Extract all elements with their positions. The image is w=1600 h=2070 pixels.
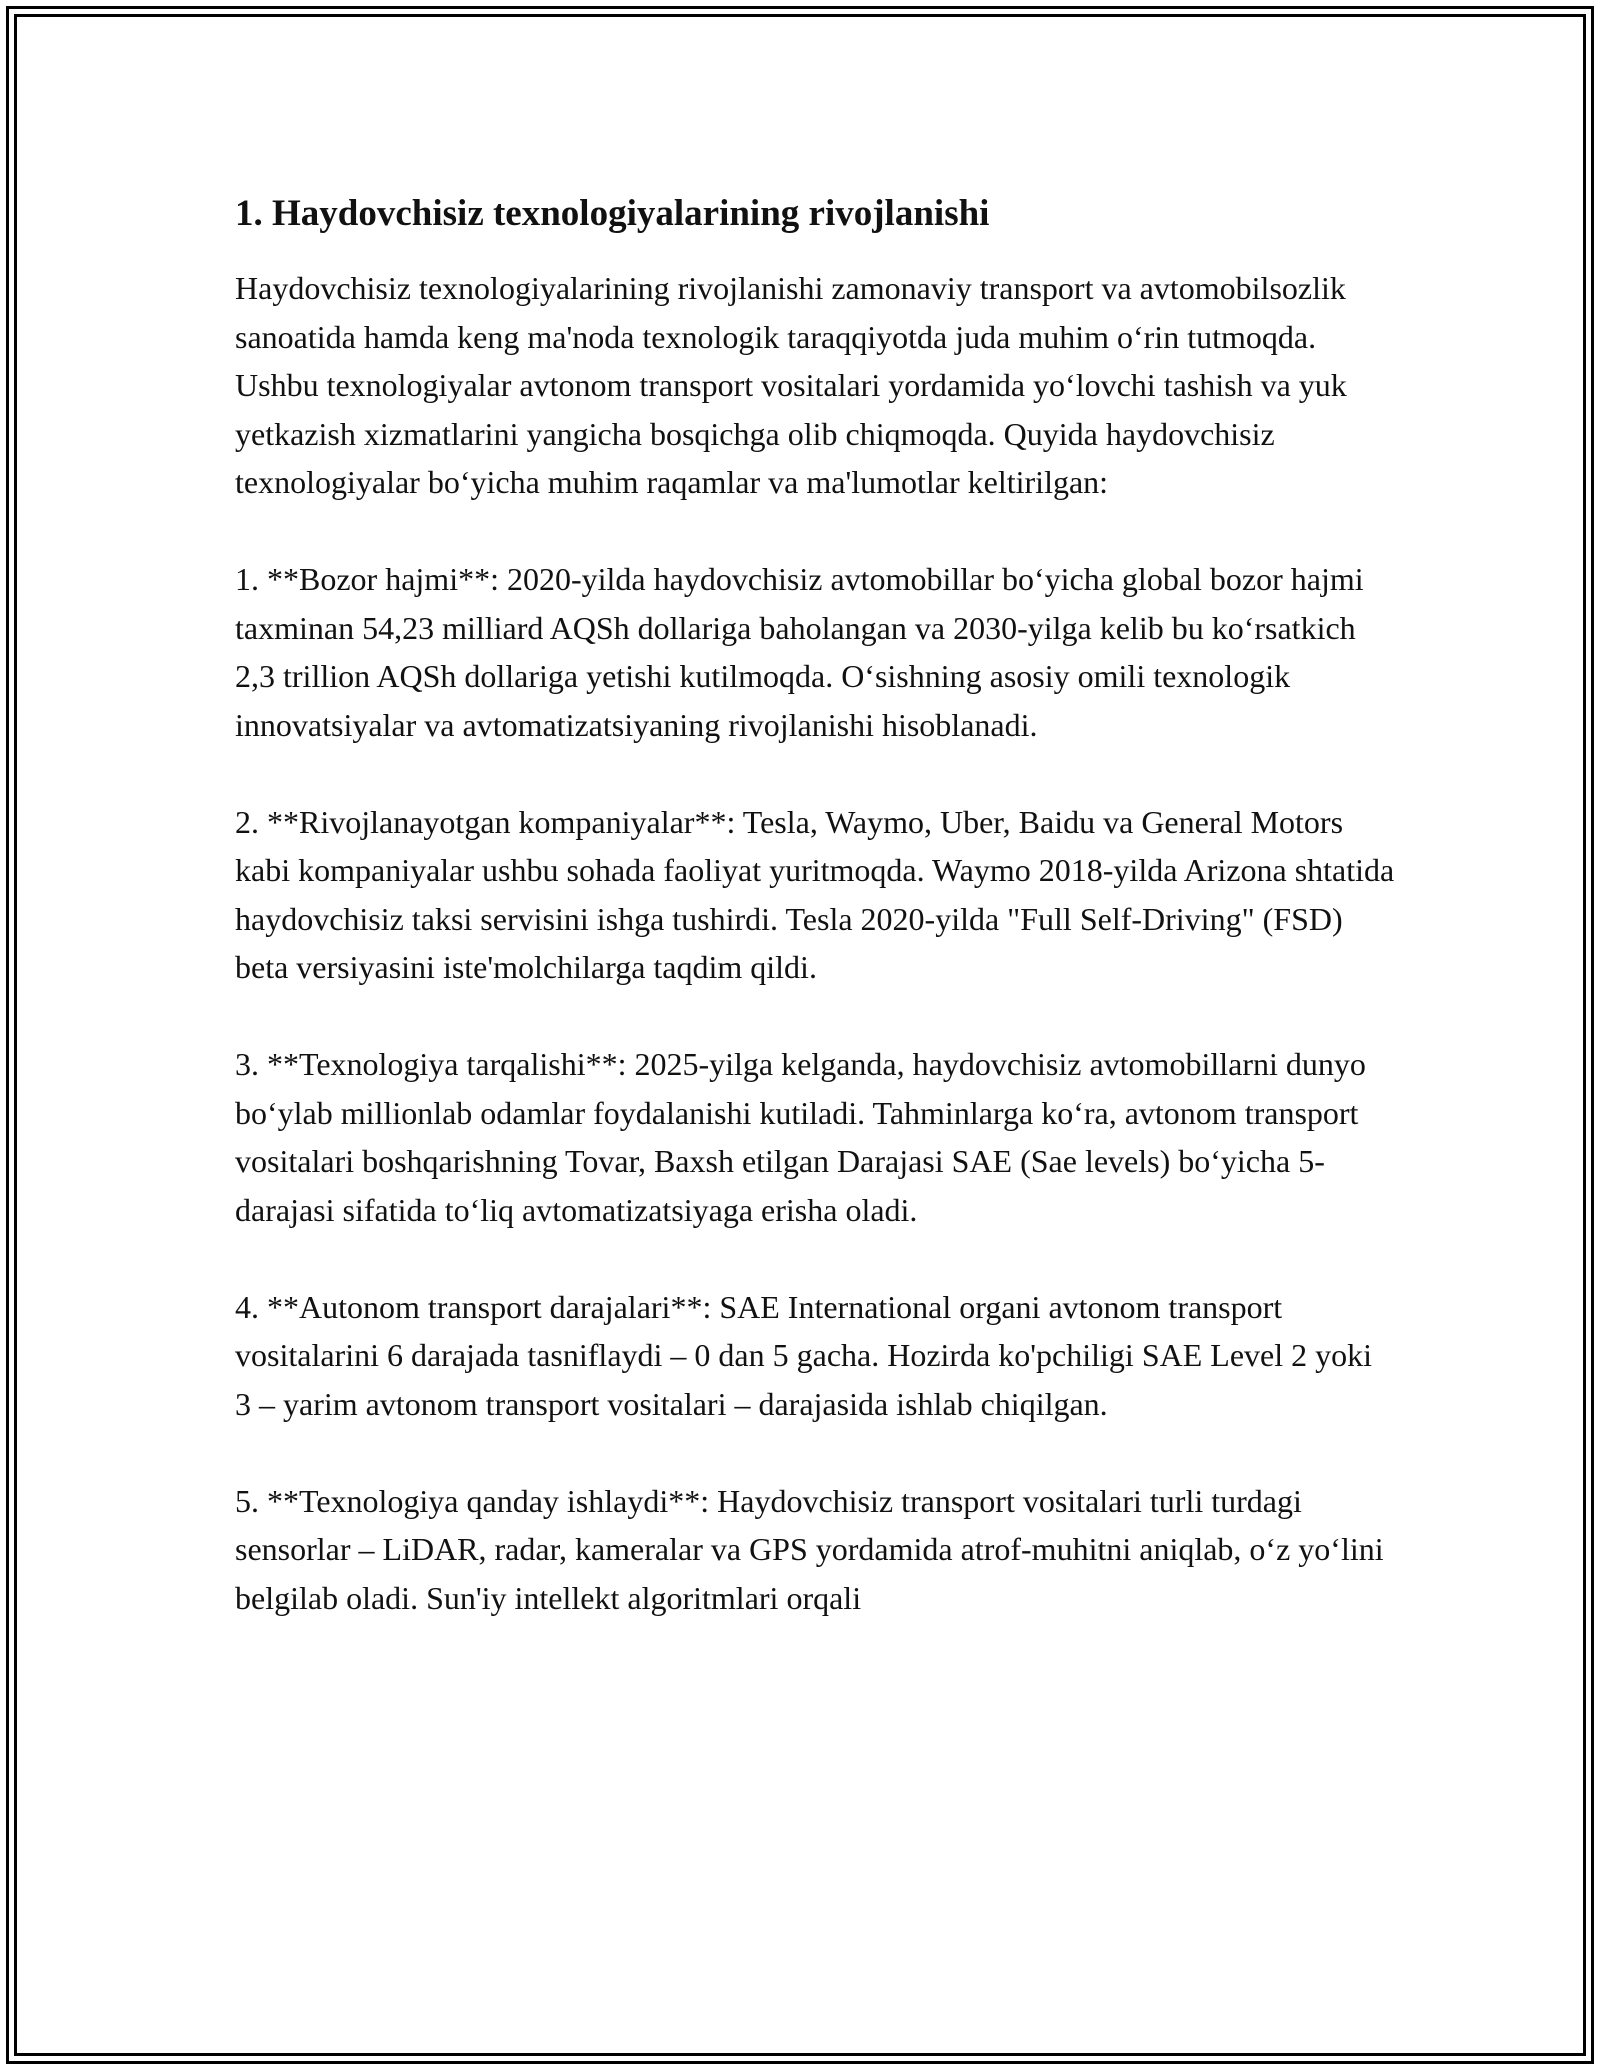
intro-paragraph: Haydovchisiz texnologiyalarining rivojlanishi zamonaviy transport va avtomobilsozlik sanoatida hamda keng ma'noda texnologik taraqqiyotda juda muhim o‘rin tutmoqda. Ushbu texnologiyalar avtonom transport vositalari yordamida yo‘lovchi tashish va yuk yetkazish xizmatlarini yangicha bosqichga olib chiqmoqda. Quyida haydovchisiz texnologiyalar bo‘yicha muhim raqamlar va ma'lumotlar keltirilgan:	[235, 270, 1347, 500]
document-body	[235, 188, 1395, 1622]
paragraph-market-size: 1. **Bozor hajmi**: 2020-yilda haydovchisiz avtomobillar bo‘yicha global bozor hajmi taxminan 54,23 milliard AQSh dollariga baholangan va 2030-yilga kelib bu ko‘rsatkich 2,3 trillion AQSh dollariga yetishi kutilmoqda. O‘sishning asosiy omili texnologik innovatsiyalar va avtomatizatsiyaning rivojlanishi hisoblanadi.	[235, 561, 1364, 743]
paragraph-technology-spread: 3. **Texnologiya tarqalishi**: 2025-yilga kelganda, haydovchisiz avtomobillarni dunyo bo‘ylab millionlab odamlar foydalanishi kutiladi. Tahminlarga ko‘ra, avtonom transport vositalari boshqarishning Tovar, Baxsh etilgan Darajasi SAE (Sae levels) bo‘yicha 5-darajasi sifatida to‘liq avtomatizatsiyaga erisha oladi.	[235, 1046, 1366, 1228]
paragraph-how-it-works: 5. **Texnologiya qanday ishlaydi**: Haydovchisiz transport vositalari turli turdagi sensorlar – LiDAR, radar, kameralar va GPS yordamida atrof-muhitni aniqlab, o‘z yo‘lini belgilab oladi. Sun'iy intellekt algoritmlari orqali	[235, 1482, 1384, 1616]
document-title: 1. Haydovchisiz texnologiyalarining rivojlanishi	[235, 193, 990, 234]
paragraph-autonomy-levels: 4. **Autonom transport darajalari**: SAE International organi avtonom transport vositalarini 6 darajada tasniflaydi – 0 dan 5 gacha. Hozirda ko'pchiligi SAE Level 2 yoki 3 – yarim avtonom transport vositalari – darajasida ishlab chiqilgan.	[235, 1288, 1372, 1422]
paragraph-companies: 2. **Rivojlanayotgan kompaniyalar**: Tesla, Waymo, Uber, Baidu va General Motors kabi kompaniyalar ushbu sohada faoliyat yuritmoqda. Waymo 2018-yilda Arizona shtatida haydovchisiz taksi servisini ishga tushirdi. Tesla 2020-yilda "Full Self-Driving" (FSD) beta versiyasini iste'molchilarga taqdim qildi.	[235, 803, 1395, 985]
